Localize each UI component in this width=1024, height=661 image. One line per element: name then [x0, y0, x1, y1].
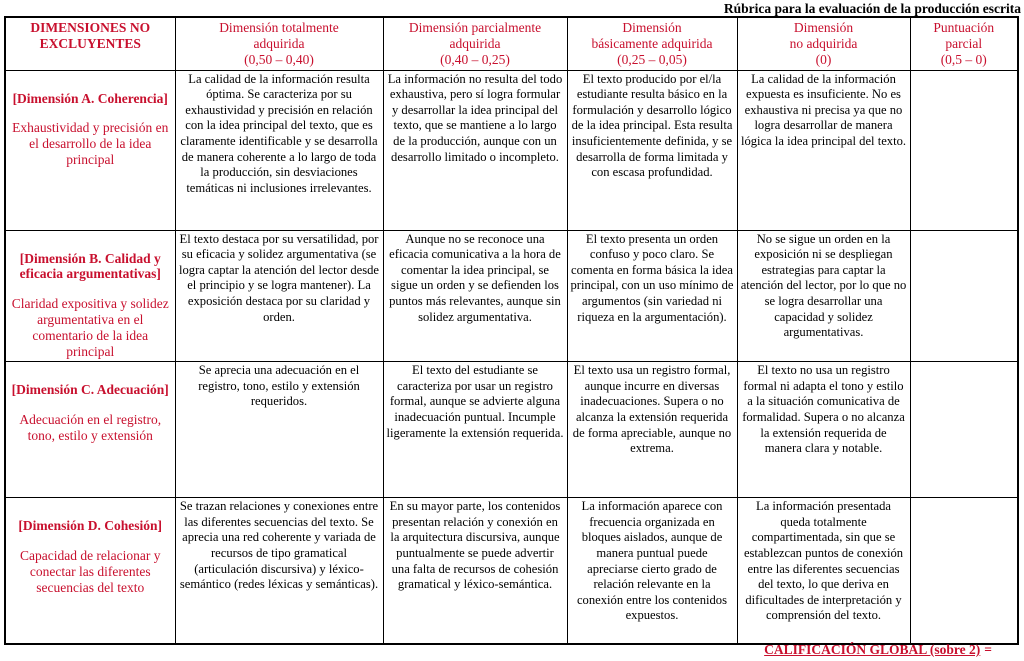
header-dimensiones: DIMENSIONES NO EXCLUYENTES	[5, 17, 175, 70]
header-basicamente-adquirida	[567, 17, 737, 70]
cell-parcialmente: La información no resulta del todo exhaustiva, pero sí logra formular y desarrollar la idea principal del texto, que se mantiene a lo largo de la producción, aunque con un desarrollo limitado o incompleto.	[383, 70, 567, 230]
header-puntuacion-parcial	[910, 17, 1018, 70]
header-range: (0)	[815, 52, 832, 68]
dimension-cell	[5, 498, 175, 644]
score-cell	[910, 362, 1018, 498]
header-label: Dimensión totalmente	[219, 20, 339, 35]
cell-parcialmente: Aunque no se reconoce una eficacia comunicativa a la hora de comentar la idea principal, se sigue un orden y se defienden los puntos más relevantes, aunque sin solidez argumentativa.	[383, 230, 567, 362]
header-label: parcial	[945, 36, 983, 52]
cell-parcialmente: El texto del estudiante se caracteriza por usar un registro formal, aunque se advierte alguna inadecuación puntual. Incumple ligeramente la extensión requerida.	[383, 362, 567, 498]
cell-basicamente: El texto usa un registro formal, aunque incurre en diversas inadecuaciones. Supera o no alcanza la extensión requerida de forma apreciable, aunque no extrema.	[567, 362, 737, 498]
table-row-coherencia	[5, 70, 1018, 230]
header-parcialmente-adquirida	[383, 17, 567, 70]
cell-no-adquirida: No se sigue un orden en la exposición ni se despliegan estrategias para captar la atención del lector, por lo que no se logra desarrollar una capacidad y solidez argumentativas.	[737, 230, 910, 362]
header-range: (0,40 – 0,25)	[440, 52, 510, 68]
dimension-title: [Dimensión D. Cohesión]	[18, 518, 163, 534]
dimension-subtitle: Claridad expositiva y solidez argumentativa en el comentario de la idea principal	[11, 296, 169, 360]
cell-totalmente: Se trazan relaciones y conexiones entre las diferentes secuencias del texto. Se aprecia una red coherente y variada de recursos de tipo gramatical (articulación discursiva) y léxico-semántico (redes léxicas y semánticas).	[175, 498, 383, 644]
header-label: Dimensión	[793, 20, 854, 35]
cell-totalmente: Se aprecia una adecuación en el registro, tono, estilo y extensión requeridos.	[175, 362, 383, 498]
header-label: adquirida	[253, 36, 305, 52]
global-grade-text: CALIFICACIÓN GLOBAL (sobre 2)	[764, 642, 981, 657]
page-title: Rúbrica para la evaluación de la producción escrita	[723, 1, 1021, 16]
header-range: (0,50 – 0,40)	[244, 52, 314, 68]
cell-basicamente: La información aparece con frecuencia organizada en bloques aislados, aunque de manera puntual puede apreciarse cierto grado de relación relevante en la conexión entre los contenidos expuestos.	[567, 498, 737, 644]
header-no-adquirida	[737, 17, 910, 70]
dimension-subtitle: Exhaustividad y precisión en el desarrollo de la idea principal	[12, 120, 169, 168]
cell-basicamente: El texto producido por el/la estudiante resulta básico en la formulación y desarrollo lógico de la idea principal. Esta resulta insuficientemente definida, y se desarrolla de forma limitada y con escasa profundidad.	[567, 70, 737, 230]
cell-no-adquirida: El texto no usa un registro formal ni adapta el tono y estilo a la situación comunicativa de formalidad. Supera o no alcanza la extensión requerida de manera clara y notable.	[737, 362, 910, 498]
dimension-cell	[5, 70, 175, 230]
header-totalmente-adquirida	[175, 17, 383, 70]
dimension-cell	[5, 362, 175, 498]
cell-parcialmente: En su mayor parte, los contenidos presentan relación y conexión en la arquitectura discursiva, aunque puntualmente se puede advertir una falta de recursos de cohesión gramatical y léxico-semántica.	[383, 498, 567, 644]
cell-totalmente: La calidad de la información resulta óptima. Se caracteriza por su exhaustividad y precisión en relación con la idea principal del texto, que es claramente identificable y se desarrolla de manera coherente a lo largo de toda la producción, sin desviaciones temáticas ni inclusiones irrelevantes.	[175, 70, 383, 230]
table-row-cohesion	[5, 498, 1018, 644]
dimension-title: [Dimensión C. Adecuación]	[11, 382, 169, 398]
header-label: básicamente adquirida	[591, 36, 713, 52]
equals-sign: =	[984, 642, 992, 657]
score-cell	[910, 498, 1018, 644]
header-label: adquirida	[449, 36, 501, 52]
header-row	[5, 17, 1018, 70]
rubric-table	[4, 16, 1019, 645]
cell-basicamente: El texto presenta un orden confuso y poco claro. Se comenta en forma básica la idea principal, con un uso mínimo de argumentos (sin variedad ni riqueza en la argumentación).	[567, 230, 737, 362]
cell-totalmente: El texto destaca por su versatilidad, por su eficacia y solidez argumentativa (se logra captar la atención del lector desde el principio y se logra mantener). La exposición destaca por su claridad y orden.	[175, 230, 383, 362]
table-row-adecuacion	[5, 362, 1018, 498]
header-range: (0,5 – 0)	[940, 52, 987, 68]
header-label: Dimensión parcialmente	[408, 20, 542, 35]
dimension-title: [Dimensión B. Calidad y eficacia argumentativas]	[19, 250, 161, 282]
dimension-subtitle: Adecuación en el registro, tono, estilo y extensión	[19, 412, 162, 443]
global-grade-label	[764, 642, 992, 658]
header-label: Dimensión	[622, 20, 682, 35]
score-cell	[910, 230, 1018, 362]
header-label: Puntuación	[933, 20, 995, 35]
score-cell	[910, 70, 1018, 230]
dimension-title: [Dimensión A. Coherencia]	[12, 90, 168, 106]
cell-no-adquirida: La calidad de la información expuesta es insuficiente. No es exhaustiva ni precisa ya que no logra desarrollar de manera lógica la idea principal del texto.	[737, 70, 910, 230]
header-label: no adquirida	[789, 36, 858, 52]
header-range: (0,25 – 0,05)	[617, 52, 687, 68]
dimension-cell	[5, 230, 175, 362]
cell-no-adquirida: La información presentada queda totalmente compartimentada, sin que se establezcan puntos de conexión entre las diferentes secuencias del texto, lo que deriva en dificultades de interpretación y comprensión del texto.	[737, 498, 910, 644]
table-row-argumentativas	[5, 230, 1018, 362]
dimension-subtitle: Capacidad de relacionar y conectar las diferentes secuencias del texto	[19, 548, 161, 595]
